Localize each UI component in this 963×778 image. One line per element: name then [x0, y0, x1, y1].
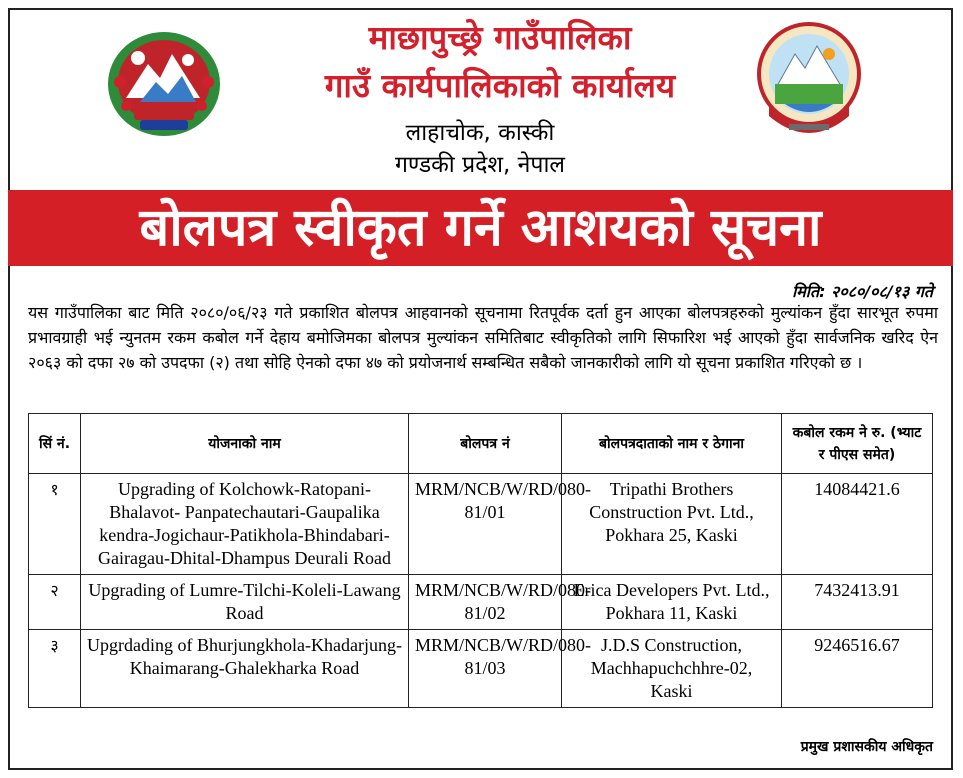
row-sn: २: [29, 575, 81, 630]
row-bid-number: MRM/NCB/W/RD/080-81/01: [409, 474, 562, 575]
nepal-government-emblem-icon: [104, 24, 224, 142]
row-sn: १: [29, 474, 81, 575]
table-row: [29, 630, 933, 708]
rural-municipality-logo-icon: [755, 20, 863, 138]
row-sn: ३: [29, 630, 81, 708]
notice-title-banner: बोलपत्र स्वीकृत गर्ने आशयको सूचना: [8, 190, 953, 266]
row-amount: 14084421.6: [782, 474, 933, 575]
header-amount: कबोल रकम ने रु. (भ्याट र पीएस समेत): [782, 414, 933, 474]
row-project-name: Upgrdading of Bhurjungkhola-Khadarjung- Khaimarang-Ghalekharka Road: [81, 630, 409, 708]
row-amount: 9246516.67: [782, 630, 933, 708]
row-bid-number: MRM/NCB/W/RD/080-81/03: [409, 630, 562, 708]
table-row: [29, 575, 933, 630]
office-name: गाउँ कार्यपालिकाको कार्यालय: [324, 66, 676, 105]
row-bidder: Erica Developers Pvt. Ltd., Pokhara 11, Kaski: [562, 575, 782, 630]
table-row: [29, 474, 933, 575]
row-bidder: J.D.S Construction, Machhapuchchhre-02, Kaski: [562, 630, 782, 708]
table-header-row: [29, 414, 933, 474]
row-project-name: Upgrading of Lumre-Tilchi-Koleli-Lawang Road: [81, 575, 409, 630]
address-line-1: लाहाचोक, कास्की: [405, 120, 555, 146]
notice-paragraph: यस गाउँपालिका बाट मिति २०८०/०६/२३ गते प्रकाशित बोलपत्र आहवानको सूचनामा रितपूर्वक दर्ता हुन आएका बोलपत्रहरुको मुल्यांकन हुँदा सारभूत रुपमा प्रभावग्राही भई न्युनतम रकम कबोल गर्ने देहाय बमोजिमका बोलपत्र मुल्यांकन समितिबाट स्वीकृतिको लागि सिफारिश भई आएको हुँदा सार्वजनिक खरिद ऐन २०६३ को दफा २७ को उपदफा (२) तथा सोहि ऐनको दफा ४७ को प्रयोजनार्थ सम्बन्धित सबैको जानकारीको लागि यो सूचना प्रकाशित गरिएको छ ।: [28, 303, 938, 372]
header-sn: सिं नं.: [29, 414, 81, 474]
signatory-title: प्रमुख प्रशासकीय अधिकृत: [800, 739, 933, 755]
bid-acceptance-table: [28, 413, 933, 708]
header-bidder: बोलपत्रदाताको नाम र ठेगाना: [562, 414, 782, 474]
notice-date: मिति: २०८०/०८/१३ गते: [792, 282, 933, 301]
header-bid-number: बोलपत्र नं: [409, 414, 562, 474]
org-name: माछापुच्छ्रे गाउँपालिका: [368, 18, 632, 57]
address-line-2: गण्डकी प्रदेश, नेपाल: [394, 152, 566, 178]
row-bid-number: MRM/NCB/W/RD/080-81/02: [409, 575, 562, 630]
row-project-name: Upgrading of Kolchowk-Ratopani-Bhalavot- Panpatechautari-Gaupalika kendra-Jogichaur-Patikhola-Bhindabari-Gairagau-Dhital-Dhampus Deurali Road: [81, 474, 409, 575]
row-bidder: Tripathi Brothers Construction Pvt. Ltd., Pokhara 25, Kaski: [562, 474, 782, 575]
row-amount: 7432413.91: [782, 575, 933, 630]
header-project-name: योजनाको नाम: [81, 414, 409, 474]
